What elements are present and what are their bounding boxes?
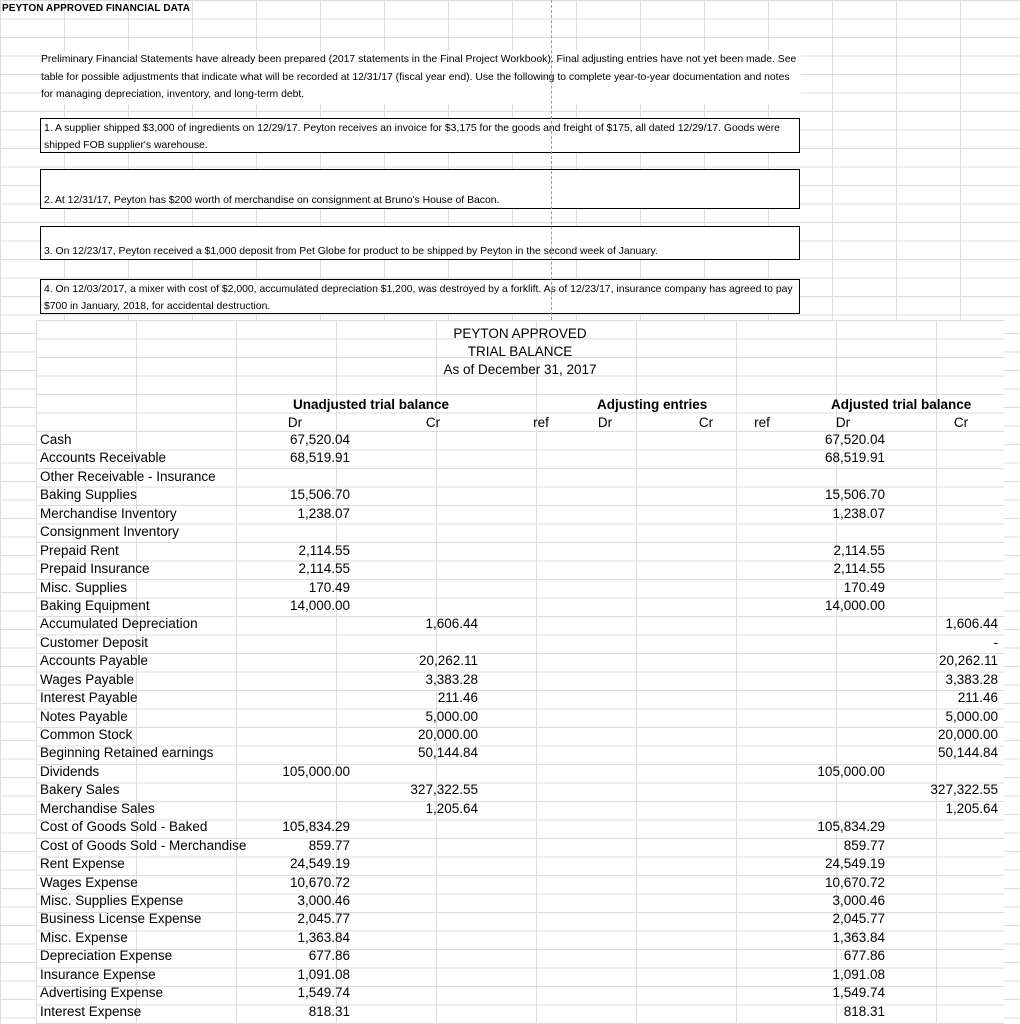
- unadjusted-dr: 2,114.55: [298, 542, 350, 558]
- table-row: [0, 598, 1020, 616]
- adjusted-dr: 677.86: [843, 948, 885, 964]
- account-name: Cost of Goods Sold - Merchandise: [40, 837, 247, 853]
- adjusted-dr: 67,520.04: [824, 432, 885, 447]
- account-name: Business License Expense: [40, 911, 202, 927]
- account-name: Baking Supplies: [40, 487, 137, 503]
- unadjusted-dr: 818.31: [308, 1003, 350, 1019]
- account-name: Merchandise Sales: [40, 800, 155, 816]
- table-row: [0, 727, 1020, 745]
- adjusted-dr: 105,834.29: [817, 819, 885, 835]
- unadjusted-dr: 2,114.55: [298, 561, 350, 577]
- unadjusted-dr: 24,549.19: [289, 856, 350, 872]
- unadjusted-dr: 677.86: [308, 948, 350, 964]
- adjusted-header: Adjusted trial balance: [831, 397, 972, 412]
- unadjusted-cr: 3,383.28: [425, 671, 478, 687]
- tb-title: TRIAL BALANCE: [467, 344, 573, 359]
- unadjusted-dr-header: Dr: [287, 415, 303, 430]
- unadjusted-cr: 1,205.64: [425, 800, 478, 816]
- tb-company: PEYTON APPROVED: [453, 326, 587, 341]
- table-row: [0, 911, 1020, 929]
- account-name: Insurance Expense: [40, 966, 156, 982]
- account-name: Prepaid Rent: [40, 542, 119, 558]
- account-name: Depreciation Expense: [40, 948, 173, 964]
- table-row: [0, 801, 1020, 819]
- table-row: [0, 838, 1020, 856]
- account-name: Accounts Receivable: [40, 450, 167, 466]
- table-row: [0, 469, 1020, 487]
- ref-header-1: ref: [533, 415, 549, 430]
- tb-date: As of December 31, 2017: [443, 362, 597, 377]
- adjusted-dr: 68,519.91: [824, 450, 885, 466]
- intro-text: Preliminary Financial Statements have already been prepared (2017 statements in the Final Project Workbook). Final adjusting entries have not yet been made. See table for possible adjustments that indicate what will be recorded at 12/31/17 (fiscal year end). Use the following to complete year-to-year documentation and notes for managing depreciation, inventory, and long-term debt.: [41, 51, 801, 104]
- table-row: [0, 672, 1020, 690]
- unadjusted-dr: 15,506.70: [289, 487, 350, 503]
- adjusted-dr: 3,000.46: [832, 893, 885, 908]
- table-row: [0, 948, 1020, 966]
- adjusting-header: Adjusting entries: [597, 397, 708, 412]
- account-name: Wages Payable: [40, 671, 135, 687]
- adjusted-dr: 10,670.72: [824, 874, 885, 890]
- account-name: Wages Expense: [40, 874, 138, 890]
- account-name: Misc. Expense: [40, 929, 128, 945]
- account-name: Accounts Payable: [40, 653, 149, 669]
- table-row: [0, 487, 1020, 505]
- adjusting-cr-header: Cr: [698, 415, 714, 430]
- account-name: Misc. Supplies Expense: [40, 893, 184, 908]
- table-row: [0, 690, 1020, 708]
- account-name: Advertising Expense: [40, 985, 164, 1001]
- account-name: Prepaid Insurance: [40, 561, 150, 577]
- unadjusted-cr: 1,606.44: [425, 616, 478, 632]
- account-name: Misc. Supplies: [40, 579, 128, 595]
- adjustment-3: 3. On 12/23/17, Peyton received a $1,000 deposit from Pet Globe for product to be shipped by Peyton in the second week of January.: [40, 226, 800, 260]
- unadjusted-dr: 1,238.07: [297, 505, 350, 521]
- table-row: [0, 432, 1020, 450]
- account-name: Bakery Sales: [40, 782, 120, 798]
- adjusted-dr: 24,549.19: [824, 856, 885, 872]
- unadjusted-cr: 327,322.55: [410, 782, 478, 798]
- table-row: [0, 985, 1020, 1003]
- table-row: [0, 893, 1020, 911]
- adjusted-dr: 2,114.55: [833, 542, 885, 558]
- adjustment-1: 1. A supplier shipped $3,000 of ingredients on 12/29/17. Peyton receives an invoice for $3,175 for the goods and freight of $175, all dated 12/29/17. Goods were shipped FOB supplier's warehouse.: [40, 118, 800, 153]
- adjusted-cr: 1,205.64: [945, 800, 998, 816]
- table-row: [0, 709, 1020, 727]
- account-name: Common Stock: [40, 727, 133, 743]
- account-name: Merchandise Inventory: [40, 505, 177, 521]
- unadjusted-dr: 105,834.29: [282, 819, 350, 835]
- adjusted-dr-header: Dr: [835, 415, 851, 430]
- table-row: [0, 450, 1020, 468]
- adjusted-cr: 5,000.00: [945, 708, 998, 724]
- adjusted-cr-header: Cr: [953, 415, 969, 430]
- table-row: [0, 524, 1020, 542]
- adjusted-cr: 20,000.00: [937, 727, 998, 743]
- unadjusted-dr: 14,000.00: [289, 597, 350, 613]
- adjusted-dr: 818.31: [843, 1003, 885, 1019]
- unadjusted-dr: 1,363.84: [297, 929, 350, 945]
- adjustment-4: 4. On 12/03/2017, a mixer with cost of $2,000, accumulated depreciation $1,200, was destroyed by a forklift. As of 12/23/17, insurance company has agreed to pay $700 in January, 2018, for accidental destruction.: [40, 279, 800, 314]
- adjusted-cr: 3,383.28: [945, 671, 998, 687]
- table-row: [0, 856, 1020, 874]
- account-name: Interest Expense: [40, 1003, 142, 1019]
- unadjusted-dr: 10,670.72: [289, 874, 350, 890]
- unadjusted-cr: 5,000.00: [425, 708, 478, 724]
- unadjusted-dr: 105,000.00: [282, 763, 350, 779]
- adjusted-dr: 1,549.74: [832, 985, 885, 1001]
- unadjusted-dr: 3,000.46: [297, 893, 350, 908]
- account-name: Interest Payable: [40, 690, 138, 706]
- adjusted-dr: 859.77: [843, 837, 885, 853]
- ref-header-2: ref: [754, 415, 770, 430]
- unadjusted-dr: 1,091.08: [297, 966, 350, 982]
- unadjusted-dr: 68,519.91: [289, 450, 350, 466]
- table-row: [0, 782, 1020, 800]
- account-name: Accumulated Depreciation: [40, 616, 198, 632]
- adjusted-cr: 1,606.44: [945, 616, 998, 632]
- adjusting-dr-header: Dr: [597, 415, 613, 430]
- account-name: Notes Payable: [40, 708, 128, 724]
- account-name: Cash: [40, 432, 72, 447]
- unadjusted-cr-header: Cr: [425, 415, 441, 430]
- unadjusted-dr: 170.49: [308, 579, 350, 595]
- account-name: Beginning Retained earnings: [40, 745, 214, 761]
- account-name: Other Receivable - Insurance: [40, 468, 216, 484]
- table-row: [0, 764, 1020, 782]
- unadjusted-header: Unadjusted trial balance: [293, 397, 450, 412]
- adjusted-dr: 1,091.08: [832, 966, 885, 982]
- account-name: Consignment Inventory: [40, 524, 179, 540]
- table-row: [0, 819, 1020, 837]
- account-name: Rent Expense: [40, 856, 125, 872]
- unadjusted-cr: 20,262.11: [418, 653, 478, 669]
- table-row: [0, 635, 1020, 653]
- adjusted-dr: 105,000.00: [817, 763, 885, 779]
- table-row: [0, 745, 1020, 763]
- account-name: Dividends: [40, 763, 100, 779]
- table-row: [0, 506, 1020, 524]
- table-row: [0, 580, 1020, 598]
- unadjusted-cr: 211.46: [437, 690, 478, 706]
- table-row: [0, 930, 1020, 948]
- table-row: [0, 543, 1020, 561]
- table-row: [0, 616, 1020, 634]
- adjusted-cr: -: [993, 634, 998, 650]
- table-row: [0, 875, 1020, 893]
- account-name: Customer Deposit: [40, 634, 149, 650]
- unadjusted-cr: 50,144.84: [417, 745, 478, 761]
- account-name: Baking Equipment: [40, 597, 150, 613]
- table-row: [0, 561, 1020, 579]
- adjusted-dr: 15,506.70: [824, 487, 885, 503]
- adjusted-dr: 170.49: [843, 579, 885, 595]
- adjusted-dr: 1,238.07: [832, 505, 885, 521]
- table-row: [0, 967, 1020, 985]
- adjusted-cr: 327,322.55: [930, 782, 998, 798]
- adjusted-dr: 2,045.77: [832, 911, 885, 927]
- adjusted-dr: 1,363.84: [832, 929, 885, 945]
- adjusted-cr: 20,262.11: [938, 653, 998, 669]
- table-row: [0, 653, 1020, 671]
- account-name: Cost of Goods Sold - Baked: [40, 819, 208, 835]
- table-row: [0, 1004, 1020, 1022]
- adjusted-cr: 50,144.84: [937, 745, 998, 761]
- unadjusted-dr: 67,520.04: [289, 432, 350, 447]
- unadjusted-cr: 20,000.00: [417, 727, 478, 743]
- adjustment-2: 2. At 12/31/17, Peyton has $200 worth of merchandise on consignment at Bruno's House of Bacon.: [40, 169, 800, 209]
- sheet-title: PEYTON APPROVED FINANCIAL DATA: [2, 3, 191, 14]
- adjusted-cr: 211.46: [957, 690, 998, 706]
- unadjusted-dr: 2,045.77: [297, 911, 350, 927]
- adjusted-dr: 2,114.55: [833, 561, 885, 577]
- adjusted-dr: 14,000.00: [824, 597, 885, 613]
- page-break-line: [551, 0, 552, 320]
- unadjusted-dr: 1,549.74: [297, 985, 350, 1001]
- unadjusted-dr: 859.77: [308, 837, 350, 853]
